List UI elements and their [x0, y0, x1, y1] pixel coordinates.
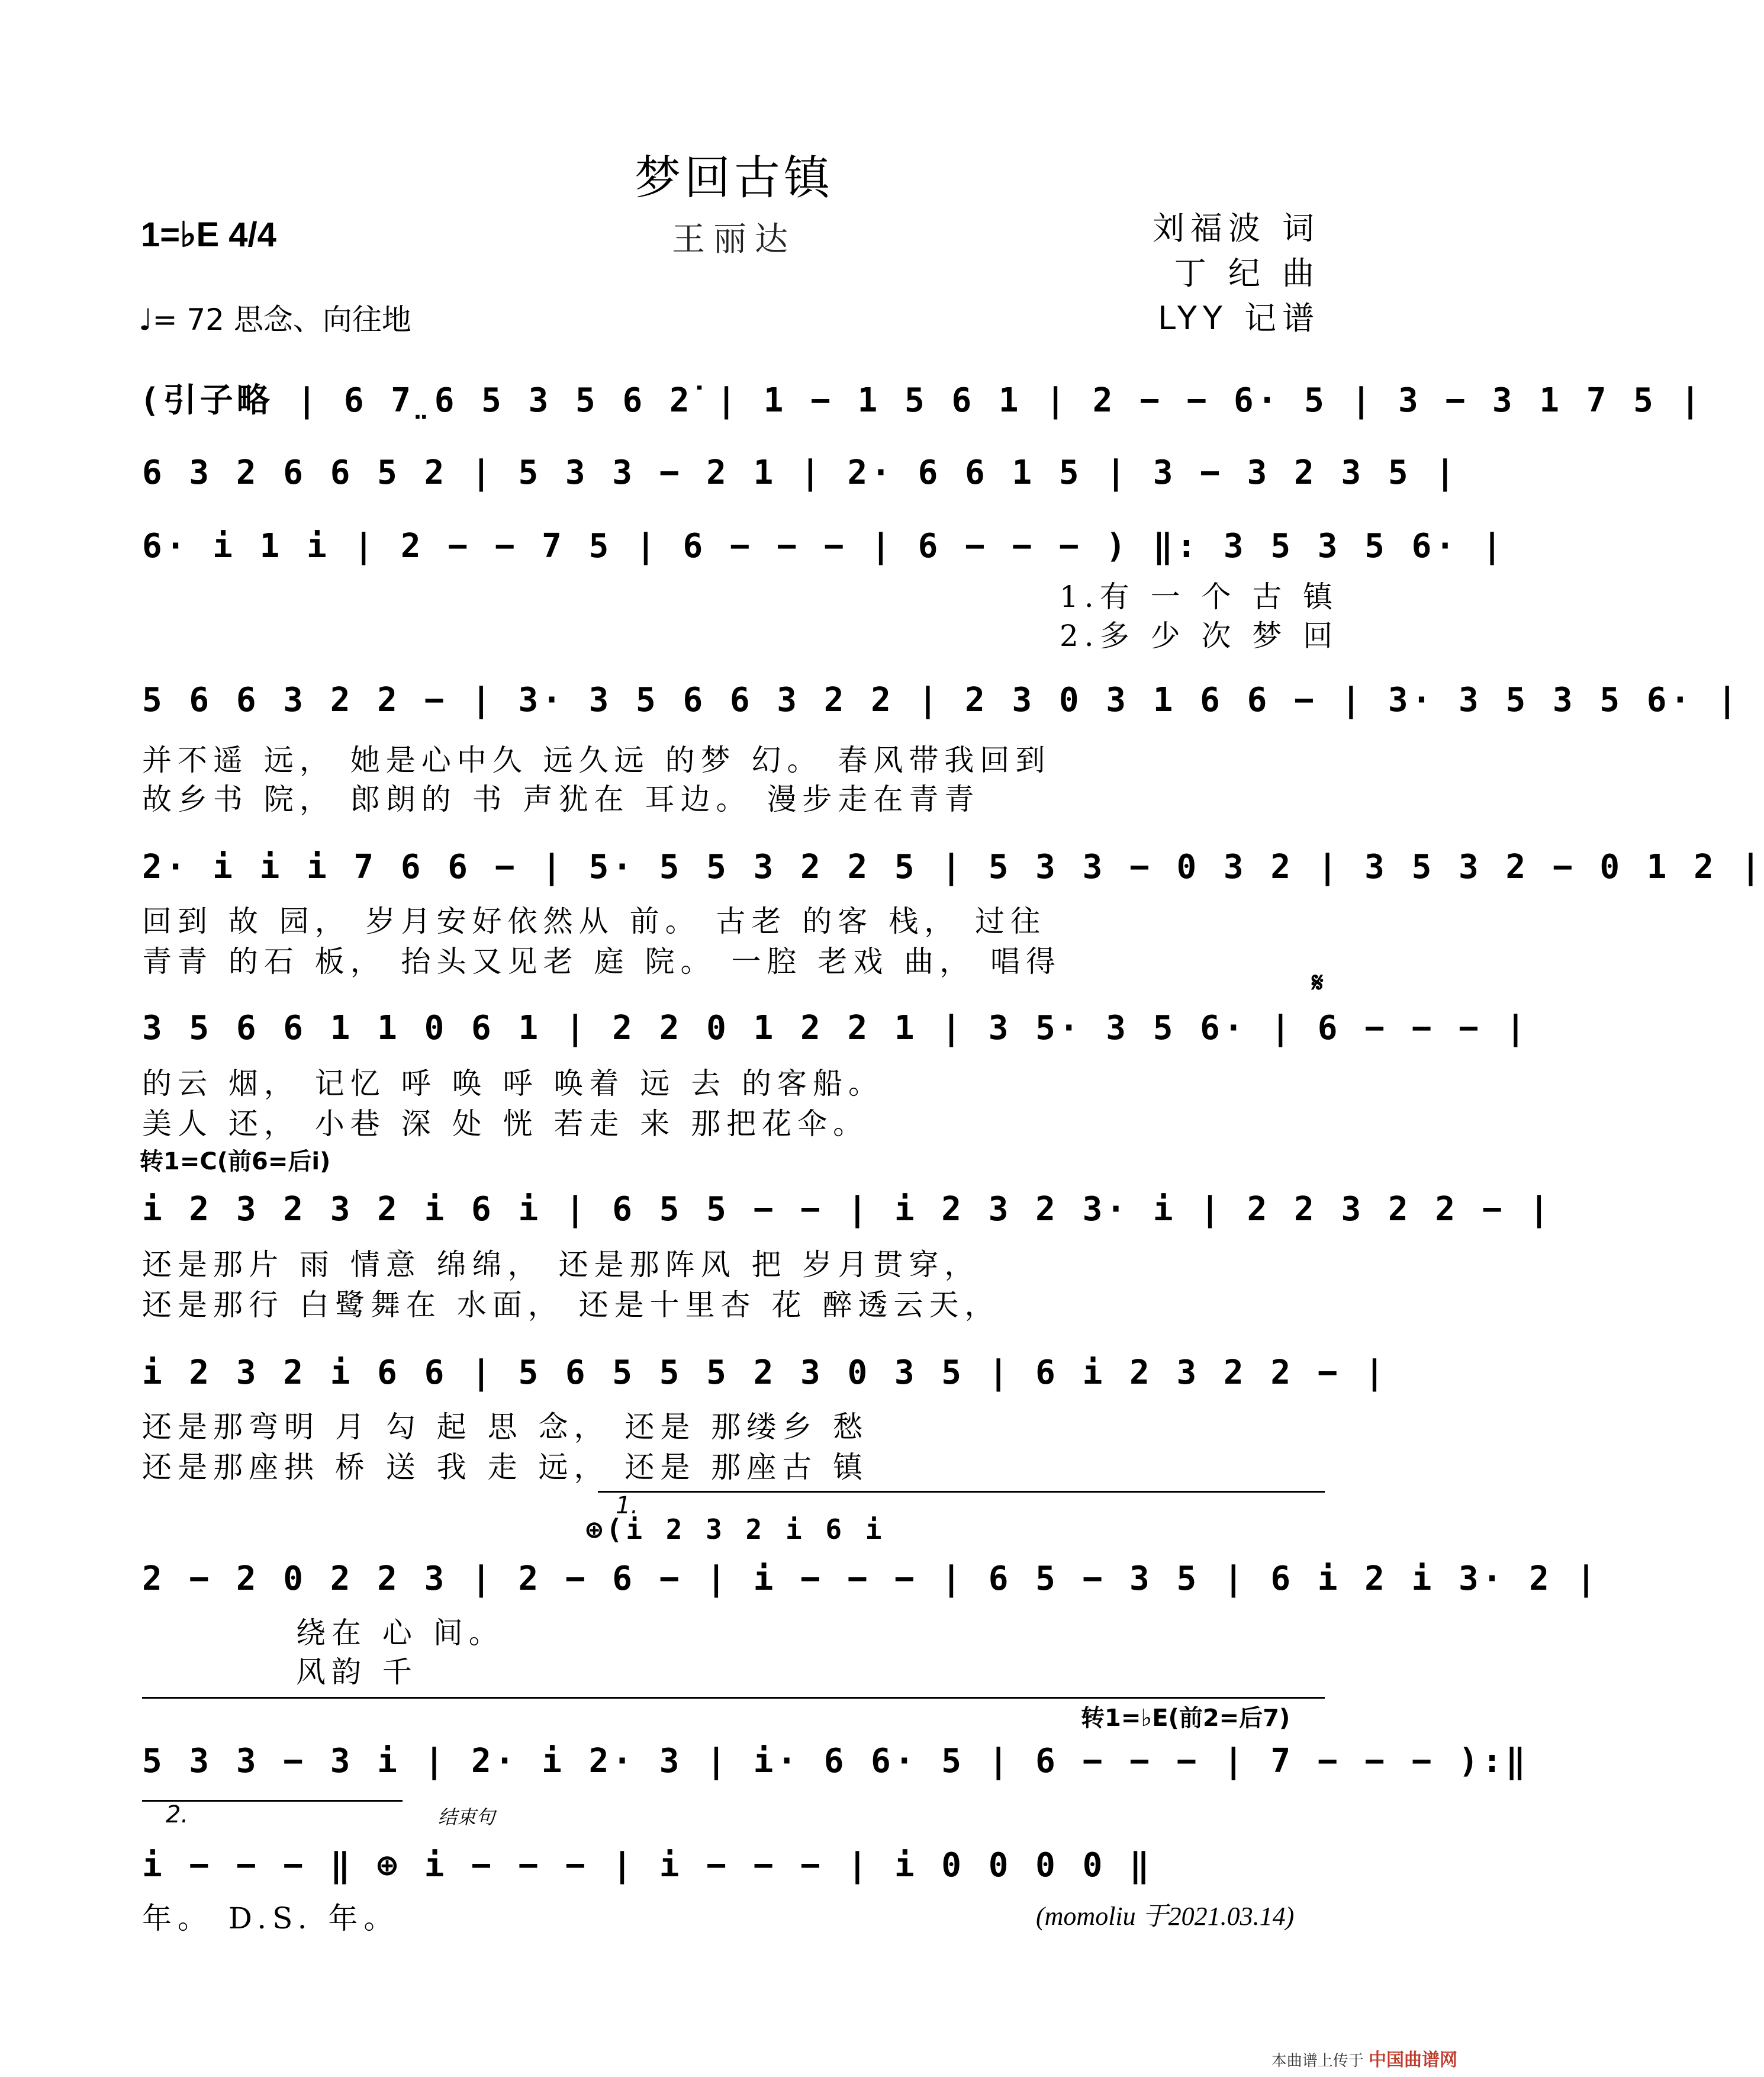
footer-credit: [1272, 2045, 1457, 2071]
singer-name: 王丽达: [672, 220, 796, 259]
coda-phrase: ⊕(i 2 3 2 i 6 i: [586, 1513, 886, 1545]
score-row-5: 2· i i i 7 6 6 − | 5· 5 5 3 2 2 5 | 5 3 3 − 0 3 2 | 3 5 3 2 − 0 1 2 |: [142, 848, 1764, 886]
segno-sign: 𝄋: [1312, 966, 1324, 998]
lyric-row-6-verse-1: 的云 烟， 记忆 呼 唤 呼 唤着 远 去 的客船。: [142, 1066, 884, 1101]
row-10-bracket-line: [142, 1697, 1325, 1699]
site-logo: 中国曲谱网: [1369, 2050, 1457, 2070]
lyric-row-3-verse-2: 2.多 少 次 梦 回: [1060, 619, 1339, 653]
key-signature: 1=♭E 4/4: [141, 216, 276, 254]
song-title: 梦回古镇: [634, 152, 833, 205]
transcription-signature: (momoliu 于2021.03.14): [1036, 1902, 1295, 1931]
transcriber-credit: LYY 记谱: [1157, 300, 1320, 337]
lyric-row-9-verse-1: 绕在 心 间。: [296, 1616, 504, 1650]
coda-ending-label: 结束句: [438, 1806, 495, 1828]
score-row-2: 6 3 2 6 6 5 2 | 5 3 3 − 2 1 | 2· 6 6 1 5 | 3 − 3 2 3 5 |: [142, 454, 1459, 492]
lyric-row-11: 年。 D.S. 年。: [142, 1901, 400, 1935]
lyric-row-5-verse-2: 青青 的石 板， 抬头又见老 庭 院。 一腔 老戏 曲， 唱得: [142, 944, 1062, 979]
lyric-row-4-verse-1: 并不遥 远， 她是心中久 远久远 的梦 幻。 春风带我回到: [142, 743, 1051, 777]
lyric-row-7-verse-2: 还是那行 白鹭舞在 水面， 还是十里杏 花 醉透云天，: [142, 1288, 1000, 1322]
lyric-row-6-verse-2: 美人 还， 小巷 深 处 恍 若走 来 那把花伞。: [142, 1107, 869, 1141]
lyricist-credit: 刘福波 词: [1152, 210, 1320, 247]
volta-1-bracket: [598, 1491, 1325, 1493]
footer-text: 本曲谱上传于: [1271, 2052, 1364, 2070]
score-row-8: i 2 3 2 i 6 6 | 5 6 5 5 5 2 3 0 3 5 | 6 i 2 3 2 2 − |: [142, 1353, 1388, 1392]
tempo-marking: ♩= 72 思念、向往地: [139, 303, 411, 337]
score-row-7: i 2 3 2 3 2 i 6 i | 6 5 5 − − | i 2 3 2 3· i | 2 2 3 2 2 − |: [142, 1190, 1553, 1229]
lyric-row-5-verse-1: 回到 故 园， 岁月安好依然从 前。 古老 的客 栈， 过往: [142, 904, 1047, 938]
composer-credit: 丁 纪 曲: [1174, 255, 1320, 292]
lyric-row-7-verse-1: 还是那片 雨 情意 绵绵， 还是那阵风 把 岁月贯穿，: [142, 1248, 980, 1282]
lyric-row-8-verse-2: 还是那座拱 桥 送 我 走 远， 还是 那座古 镇: [142, 1450, 869, 1484]
score-row-6: 3 5 6 6 1 1 0 6 1 | 2 2 0 1 2 2 1 | 3 5· 3 5 6· | 6 − − − |: [142, 1009, 1530, 1047]
score-row-10: 5 3 3 − 3 i | 2· i 2· 3 | i· 6 6· 5 | 6 − − − | 7 − − − ):‖: [142, 1742, 1530, 1780]
score-row-9: 2 − 2 0 2 2 3 | 2 − 6 − | i − − − | 6 5 − 3 5 | 6 i 2 i 3· 2 |: [142, 1560, 1600, 1598]
lyric-row-9-verse-2: 风韵 千: [296, 1655, 418, 1689]
volta-2-label: 2.: [166, 1801, 189, 1828]
modulation-to-eb: 转1=♭E(前2=后7): [1081, 1705, 1290, 1732]
score-row-4: 5 6 6 3 2 2 − | 3· 3 5 6 6 3 2 2 | 2 3 0 3 1 6 6 − | 3· 3 5 3 5 6· |: [142, 681, 1741, 719]
credits: [1153, 206, 1320, 341]
score-row-3: 6· i 1 i | 2 − − 7 5 | 6 − − − | 6 − − − ) ‖: 3 5 3 5 6· |: [142, 527, 1506, 565]
volta-1-label: 1.: [616, 1492, 639, 1519]
lyric-row-8-verse-1: 还是那弯明 月 勾 起 思 念， 还是 那缕乡 愁: [142, 1410, 869, 1444]
score-row-11: i − − − ‖ ⊕ i − − − | i − − − | i 0 0 0 0 ‖: [142, 1846, 1153, 1885]
modulation-to-c: 转1=C(前6=后i): [140, 1148, 331, 1175]
lyric-row-4-verse-2: 故乡书 院， 郎朗的 书 声犹在 耳边。 漫步走在青青: [142, 782, 980, 816]
score-row-1: (引子略 | 6 7̤6 5 3 5 6 2̇ | 1 − 1 5 6 1 | 2 − − 6· 5 | 3 − 3 1 7 5 |: [140, 381, 1704, 420]
lyric-row-3-verse-1: 1.有 一 个 古 镇: [1060, 580, 1339, 614]
